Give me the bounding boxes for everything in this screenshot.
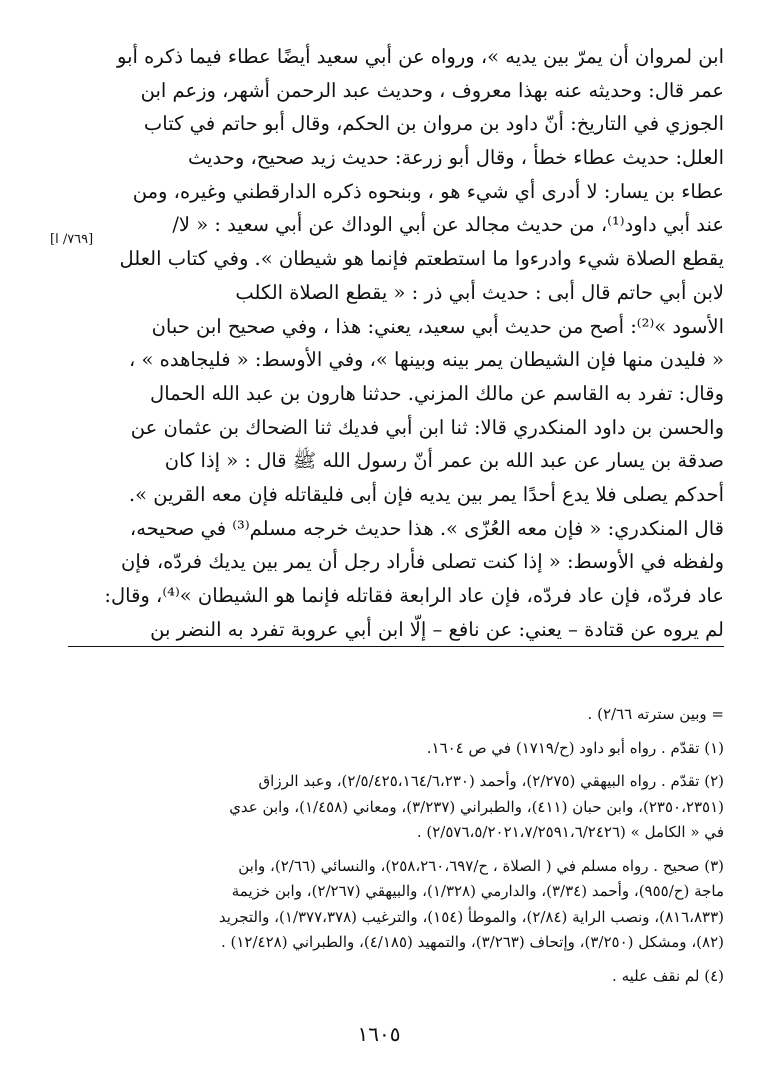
footnote-continuation: = وبين سترته ٢/٦٦) . bbox=[587, 705, 724, 723]
footnote-2-cont: (٢٣٥٠،٢٣٥١)، وابن حبان (٤١١)، والطبراني (٣/٢٣٧)، ومعاني (١/٤٥٨)، وابن عدي bbox=[229, 797, 724, 816]
text-line: عطاء بن يسار: لا أدرى أي شيء هو ، وبنحوه ذكره الدارقطني وغيره، ومن bbox=[132, 179, 724, 203]
manuscript-folio-ref: [٧٦٩/ ا] bbox=[50, 232, 94, 247]
text-line: أحدكم يصلى فلا يدع أحدًا يمر بين يديه فإن أبى فليقاتله فإن معه القرين ». bbox=[128, 482, 724, 506]
text-line: الأسود »⁽²⁾: أصح من حديث أبي سعيد، يعني: هذا ، وفي صحيح ابن حبان bbox=[151, 314, 724, 338]
footnote-3: (٣) صحيح . رواه مسلم في ( الصلاة ، ح/٢٥٨،٢٦٠،٦٩٧)، والنسائي (٢/٦٦)، وابن bbox=[238, 856, 724, 875]
main-text bbox=[68, 40, 724, 647]
footnote-4: (٤) لم نقف عليه . bbox=[612, 966, 724, 985]
text-line: عمر قال: وحديثه عنه بهذا معروف ، وحديث عبد الرحمن أشهر، وزعم ابن bbox=[140, 78, 724, 102]
footnote-3-cont: (٨١٦،٨٣٣)، ونصب الراية (٢/٨٤)، والموطأ (١٥٤)، والترغيب (١/٣٧٧،٣٧٨)، والتجريد bbox=[218, 907, 724, 926]
footnote-3-cont: ماجة (ح/٩٥٥)، وأحمد (٣/٣٤)، والدارمي (١/٣٢٨)، والبيهقي (٢/٢٦٧)، وابن خزيمة bbox=[231, 882, 724, 900]
text-line: عند أبي داود⁽¹⁾، من حديث مجالد عن أبي الوداك عن أبي سعيد : « لا/ bbox=[172, 213, 724, 237]
text-line: صدقة بن يسار عن عبد الله بن عمر أنّ رسول الله ﷺ قال : « إذا كان bbox=[164, 449, 724, 473]
footnote-3-cont: (٨٢)، ومشكل (٣/٢٥٠)، وإتحاف (٣/٢٦٣)، والتمهيد (٤/١٨٥)، والطبراني (١٢/٤٢٨) . bbox=[220, 933, 724, 951]
footnote-2-cont: في « الكامل » (٢/٥٧٦،٥/٢٠٢١،٧/٢٥٩١،٦/٢٤٢٦) . bbox=[416, 823, 724, 841]
text-line: وقال: تفرد به القاسم عن مالك المزني. حدثنا هارون بن عبد الله الحمال bbox=[150, 381, 724, 405]
page-number: ١٦٠٥ bbox=[357, 1022, 401, 1046]
text-line: ولفظه في الأوسط: « إذا كنت تصلى فأراد رجل أن يمر بين يديك فردّه، فإن bbox=[121, 550, 724, 574]
text-line: عاد فردّه، فإن عاد فردّه، فإن عاد الرابعة فقاتله فإنما هو الشيطان »⁽⁴⁾، وقال: bbox=[104, 584, 724, 607]
text-line: الجوزي في التاريخ: أنّ داود بن مروان بن الحكم، وقال أبو حاتم في كتاب bbox=[143, 112, 724, 136]
footnotes bbox=[68, 702, 724, 989]
footnote-2: (٢) تقدّم . رواه البيهقي (٢/٢٧٥)، وأحمد (٢/٥/٤٢٥،١٦٤/٦،٢٣٠)، وعبد الرزاق bbox=[258, 772, 724, 790]
text-line: لابن أبي حاتم قال أبى : حديث أبي ذر : « يقطع الصلاة الكلب bbox=[235, 280, 724, 304]
text-line: والحسن بن داود المنكدري قالا: ثنا ابن أبي فديك ثنا الضحاك بن عثمان عن bbox=[130, 415, 724, 439]
text-line: قال المنكدري: « فإن معه العُزّى ». هذا حديث خرجه مسلم⁽³⁾ في صحيحه، bbox=[129, 516, 724, 540]
text-line: يقطع الصلاة شيء وادرءوا ما استطعتم فإنما هو شيطان ». وفي كتاب العلل bbox=[119, 247, 724, 271]
text-line: لم يروه عن قتادة – يعني: عن نافع – إلّا ابن أبي عروبة تفرد به النضر بن bbox=[68, 613, 724, 648]
text-line: « فليدن منها فإن الشيطان يمر بينه وبينها »، وفي الأوسط: « فليجاهده » ، bbox=[129, 348, 724, 372]
text-line: ابن لمروان أن يمرّ بين يديه »، ورواه عن أبي سعيد أيضًا عطاء فيما ذكره أبو bbox=[117, 45, 724, 68]
footnote-1: (١) تقدّم . رواه أبو داود (ح/١٧١٩) في ص ١٦٠٤. bbox=[426, 738, 724, 757]
text-line: العلل: حديث عطاء خطأ ، وقال أبو زرعة: حديث زيد صحيح، وحديث bbox=[187, 146, 724, 170]
